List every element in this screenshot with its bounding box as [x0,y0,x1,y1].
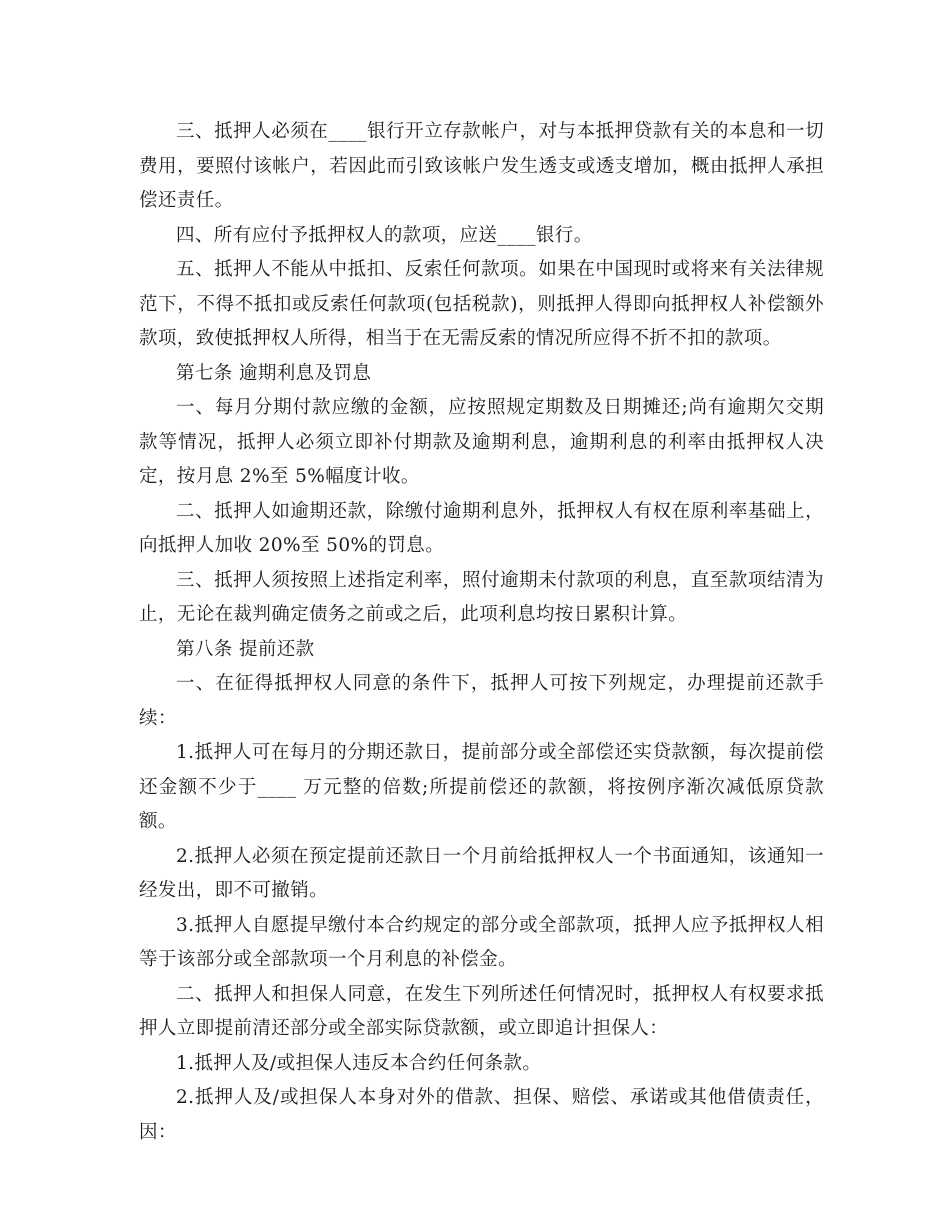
paragraph-clause-3-account: 三、抵押人必须在____银行开立存款帐户，对与本抵押贷款有关的本息和一切费用，要照付该帐户，若因此而引致该帐户发生透支或透支增加，概由抵押人承担偿还责任。 [139,121,824,211]
paragraph-8-1-early-repayment: 一、在征得抵押权人同意的条件下，抵押人可按下列规定，办理提前还款手续： [139,673,824,729]
paragraph-8-2-acceleration: 二、抵押人和担保人同意，在发生下列所述任何情况时，抵押权人有权要求抵押人立即提前清还部分或全部实际贷款额，或立即追计担保人： [139,983,824,1039]
article-7-heading: 第七条 逾期利息及罚息 [176,362,372,384]
article-8-heading: 第八条 提前还款 [176,638,315,660]
paragraph-7-2-penalty: 二、抵押人如逾期还款，除缴付逾期利息外，抵押权人有权在原利率基础上，向抵押人加收 20%至 50%的罚息。 [139,500,824,556]
paragraph-7-3-accrual: 三、抵押人须按照上述指定利率，照付逾期未付款项的利息，直至款项结清为止，无论在裁判确定债务之前或之后，此项利息均按日累积计算。 [139,569,824,625]
paragraph-7-1-overdue-interest: 一、每月分期付款应缴的金额，应按照规定期数及日期摊还;尚有逾期欠交期款等情况，抵押人必须立即补付期款及逾期利息，逾期利息的利率由抵押权人决定，按月息 2%至 5%幅度计收。 [139,397,824,487]
paragraph-8-2-item-2: 2.抵押人及/或担保人本身对外的借款、担保、赔偿、承诺或其他借债责任，因： [139,1087,824,1143]
paragraph-8-1-item-3: 3.抵押人自愿提早缴付本合约规定的部分或全部款项，抵押人应予抵押权人相等于该部分或全部款项一个月利息的补偿金。 [139,914,824,970]
paragraph-clause-5-no-deduction: 五、抵押人不能从中抵扣、反索任何款项。如果在中国现时或将来有关法律规范下，不得不抵扣或反索任何款项(包括税款)，则抵押人得即向抵押权人补偿额外款项，致使抵押权人所得，相当于在无需反索的情况所应得不折不扣的款项。 [139,259,824,349]
paragraph-8-1-item-1: 1.抵押人可在每月的分期还款日，提前部分或全部偿还实贷款额，每次提前偿还金额不少于____ 万元整的倍数;所提前偿还的款额，将按例序渐次减低原贷款额。 [139,742,824,832]
paragraph-clause-4-payments: 四、所有应付予抵押权人的款项，应送____银行。 [176,224,593,246]
paragraph-8-1-item-2: 2.抵押人必须在预定提前还款日一个月前给抵押权人一个书面通知，该通知一经发出，即不可撤销。 [139,845,824,901]
document-body [139,115,824,1150]
paragraph-8-2-item-1: 1.抵押人及/或担保人违反本合约任何条款。 [176,1052,542,1074]
